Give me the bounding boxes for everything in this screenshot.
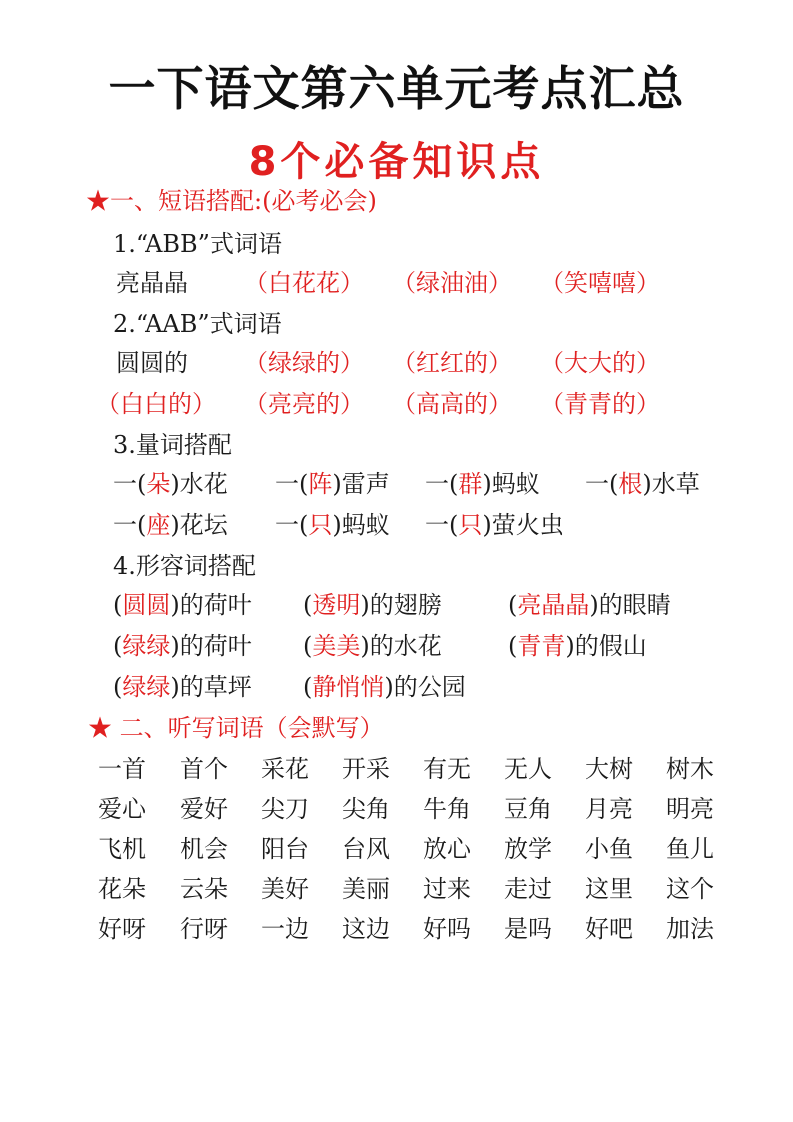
dictation-word: 爱心 — [98, 795, 146, 823]
section-2-header — [88, 713, 384, 743]
adjective-item: (透明)的翅膀 — [303, 591, 442, 619]
dictation-word: 无人 — [504, 755, 552, 783]
dictation-word: 走过 — [504, 875, 552, 903]
page-subtitle: 8个必备知识点 — [248, 139, 545, 185]
adjective-item: (青青)的假山 — [508, 632, 647, 660]
measure-item: 一(座)花坛 — [113, 511, 228, 539]
measure-item: 一(朵)水花 — [113, 470, 228, 498]
dictation-word: 首个 — [180, 755, 228, 783]
dictation-word: 阳台 — [261, 835, 309, 863]
sub-heading-aab: 2.“AAB”式词语 — [113, 310, 282, 338]
section-1-header — [86, 186, 377, 216]
answer-item: （绿绿的） — [244, 349, 364, 377]
dictation-word: 台风 — [342, 835, 390, 863]
measure-item: 一(群)蚂蚁 — [425, 470, 540, 498]
dictation-word: 这里 — [585, 875, 633, 903]
adjective-item: (静悄悄)的公园 — [303, 673, 466, 701]
answer-item: （白花花） — [244, 269, 364, 297]
sub-heading-measure-words: 3.量词搭配 — [113, 431, 232, 459]
dictation-word: 月亮 — [585, 795, 633, 823]
dictation-word: 尖刀 — [261, 795, 309, 823]
dictation-word: 牛角 — [423, 795, 471, 823]
dictation-word: 尖角 — [342, 795, 390, 823]
adjective-item: (美美)的水花 — [303, 632, 442, 660]
dictation-word: 加法 — [666, 915, 714, 943]
adjective-item: (绿绿)的草坪 — [113, 673, 252, 701]
dictation-word: 大树 — [585, 755, 633, 783]
sub-heading-adjectives: 4.形容词搭配 — [113, 552, 256, 580]
dictation-word: 一首 — [98, 755, 146, 783]
dictation-word: 放心 — [423, 835, 471, 863]
word-item: 亮晶晶 — [116, 269, 188, 297]
dictation-word: 美好 — [261, 875, 309, 903]
section-2-label: 二、听写词语（会默写） — [119, 714, 384, 742]
answer-item: （青青的） — [540, 390, 660, 418]
dictation-word: 放学 — [504, 835, 552, 863]
dictation-word: 过来 — [423, 875, 471, 903]
star-icon: ★ — [86, 187, 110, 215]
dictation-word: 机会 — [180, 835, 228, 863]
dictation-word: 是吗 — [504, 915, 552, 943]
dictation-word: 好吗 — [423, 915, 471, 943]
dictation-word: 树木 — [666, 755, 714, 783]
dictation-word: 小鱼 — [585, 835, 633, 863]
dictation-word: 飞机 — [98, 835, 146, 863]
dictation-word: 好呀 — [98, 915, 146, 943]
dictation-word: 有无 — [423, 755, 471, 783]
dictation-word: 豆角 — [504, 795, 552, 823]
section-1-label: 一、短语搭配:(必考必会) — [110, 187, 377, 215]
dictation-word: 一边 — [261, 915, 309, 943]
answer-item: （笑嘻嘻） — [540, 269, 660, 297]
answer-item: （绿油油） — [392, 269, 512, 297]
star-icon: ★ — [88, 714, 112, 742]
sub-heading-abb: 1.“ABB”式词语 — [113, 230, 282, 258]
answer-item: （高高的） — [392, 390, 512, 418]
dictation-word: 好吧 — [585, 915, 633, 943]
dictation-word: 开采 — [342, 755, 390, 783]
measure-item: 一(只)萤火虫 — [425, 511, 564, 539]
measure-item: 一(阵)雷声 — [275, 470, 390, 498]
answer-item: （大大的） — [540, 349, 660, 377]
dictation-word: 这个 — [666, 875, 714, 903]
measure-item: 一(只)蚂蚁 — [275, 511, 390, 539]
adjective-item: (圆圆)的荷叶 — [113, 591, 252, 619]
answer-item: （亮亮的） — [244, 390, 364, 418]
measure-item: 一(根)水草 — [585, 470, 700, 498]
dictation-word: 明亮 — [666, 795, 714, 823]
adjective-item: (绿绿)的荷叶 — [113, 632, 252, 660]
answer-item: （红红的） — [392, 349, 512, 377]
dictation-word: 花朵 — [98, 875, 146, 903]
answer-item: （白白的） — [96, 390, 216, 418]
page-title: 一下语文第六单元考点汇总 — [108, 62, 685, 117]
dictation-word: 这边 — [342, 915, 390, 943]
dictation-word: 采花 — [261, 755, 309, 783]
dictation-word: 云朵 — [180, 875, 228, 903]
dictation-word: 美丽 — [342, 875, 390, 903]
dictation-word: 鱼儿 — [666, 835, 714, 863]
adjective-item: (亮晶晶)的眼睛 — [508, 591, 671, 619]
word-item: 圆圆的 — [116, 349, 188, 377]
dictation-word: 行呀 — [180, 915, 228, 943]
dictation-word: 爱好 — [180, 795, 228, 823]
